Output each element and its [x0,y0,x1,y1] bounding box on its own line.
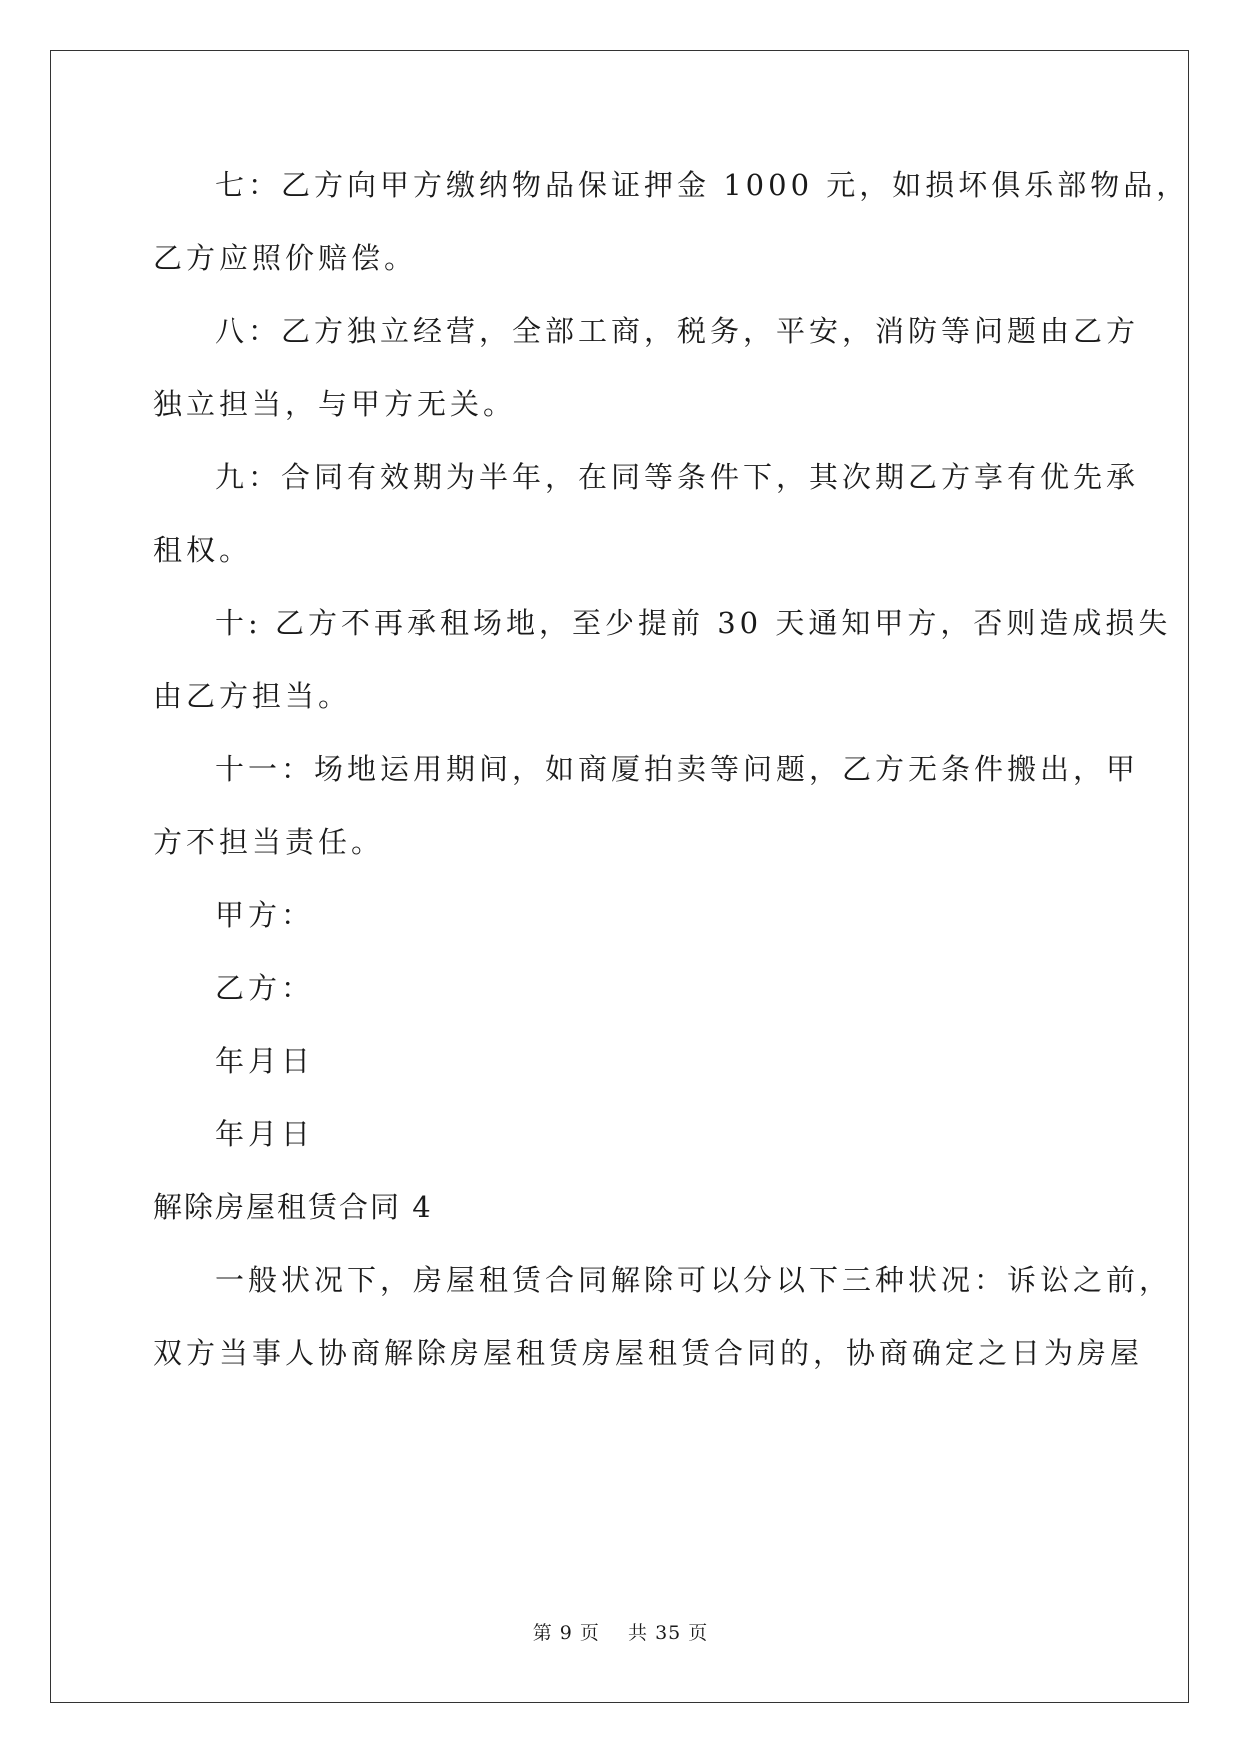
page-number-footer: 第 9 页 共 35 页 [532,1622,709,1644]
clause-9-line-1: 九：合同有效期为半年，在同等条件下，其次期乙方享有优先承 [215,460,1140,494]
party-a-label: 甲方： [215,898,315,932]
clause-7-line-2: 乙方应照价赔偿。 [153,241,418,275]
clause-11-line-1: 十一：场地运用期间，如商厦拍卖等问题，乙方无条件搬出，甲 [215,752,1140,786]
date-line-1: 年月日 [215,1044,315,1078]
clause-10-line-1: 十: 乙方不再承租场地，至少提前 30 天通知甲方，否则造成损失 [215,606,1172,640]
party-b-label: 乙方： [215,971,315,1005]
clause-7-line-1: 七：乙方向甲方缴纳物品保证押金 1000 元，如损坏俱乐部物品， [215,168,1190,202]
date-line-2: 年月日 [215,1117,315,1151]
clause-8-line-1: 八：乙方独立经营，全部工商，税务，平安，消防等问题由乙方 [215,314,1140,348]
page-frame [50,50,1189,1703]
paragraph-line-1: 一般状况下，房屋租赁合同解除可以分以下三种状况：诉讼之前， [215,1263,1173,1297]
clause-9-line-2: 租权。 [153,533,253,567]
paragraph-line-2: 双方当事人协商解除房屋租赁房屋租赁合同的，协商确定之日为房屋 [153,1336,1144,1370]
clause-11-line-2: 方不担当责任。 [153,825,385,859]
clause-10-line-2: 由乙方担当。 [153,679,352,713]
section-heading: 解除房屋租赁合同 4 [153,1190,433,1224]
clause-8-line-2: 独立担当，与甲方无关。 [153,387,517,421]
